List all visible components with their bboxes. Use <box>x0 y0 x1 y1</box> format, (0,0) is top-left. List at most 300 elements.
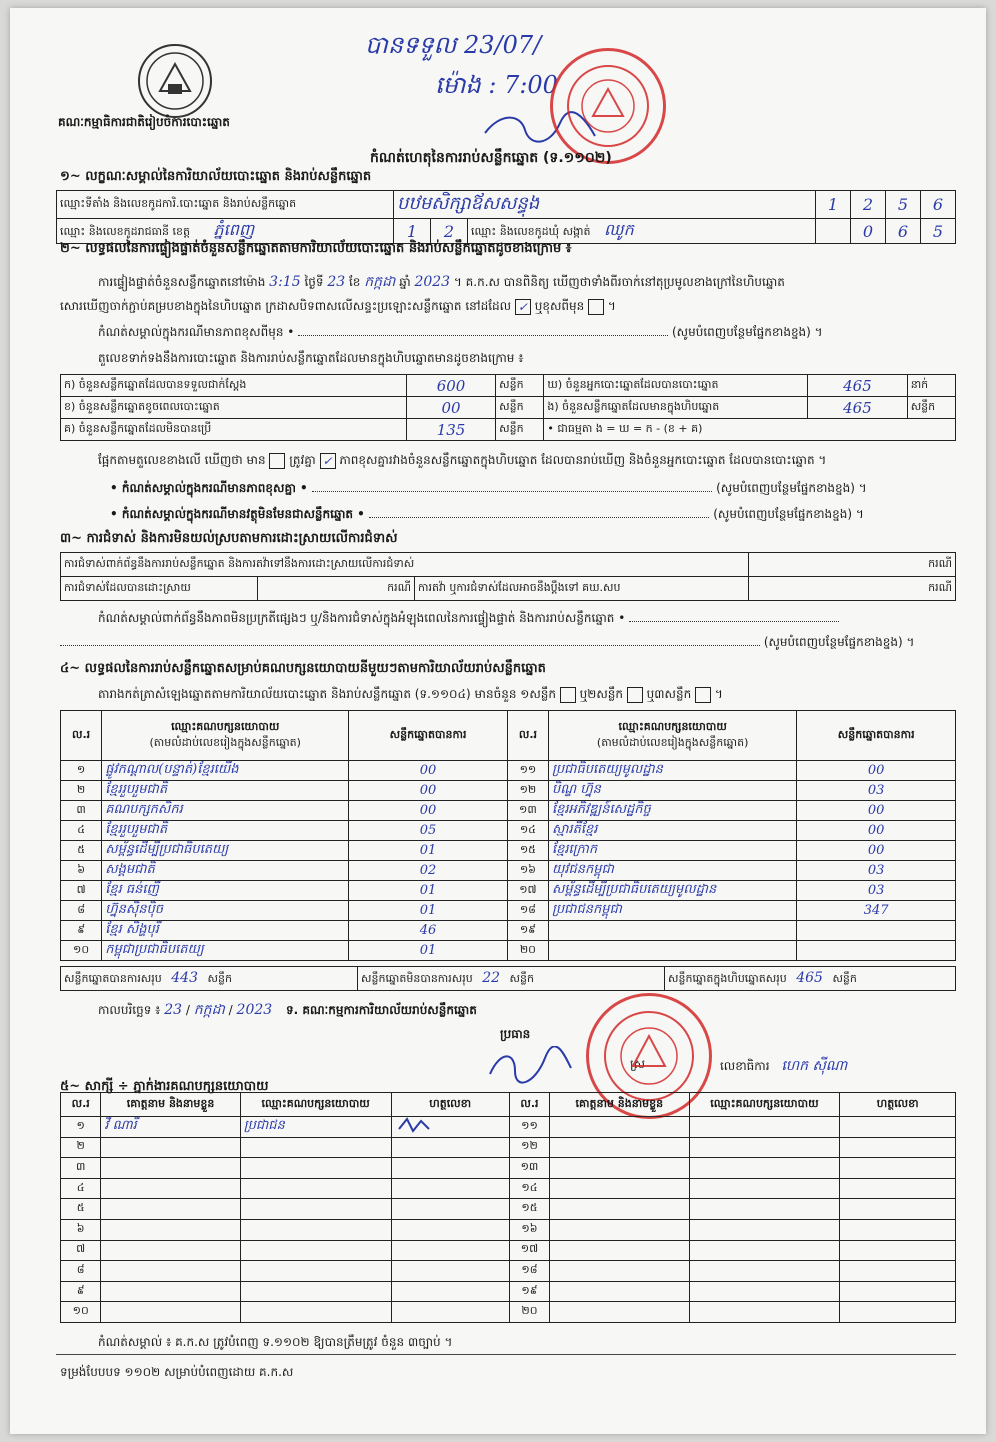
commune-name: ឈូក <box>604 220 634 239</box>
witness-name <box>101 1199 240 1220</box>
party-name: ខ្មែរអភិវឌ្ឍន៍សេដ្ឋកិច្ច <box>549 801 797 821</box>
party-no: ១ <box>61 761 102 781</box>
year-label: ឆ្នាំ <box>399 275 411 289</box>
witness-no: ១ <box>61 1117 101 1138</box>
witness-no: ២០ <box>509 1302 549 1323</box>
footer-divider <box>56 1354 956 1355</box>
witness-row <box>61 1219 956 1240</box>
party-name: ខ្មែរ សិង្ហបុរី <box>102 921 349 941</box>
witness-row <box>61 1117 956 1138</box>
date-label: កាលបរិច្ឆេទ ៖ <box>98 1003 161 1017</box>
secretary-line <box>720 1056 847 1077</box>
witness-party: ប្រជាជន <box>240 1117 391 1138</box>
verification-label: ការផ្ទៀងផ្ទាត់ចំនួនសន្លឹកឆ្នោតនៅម៉ោង <box>98 275 266 289</box>
witness-signature <box>391 1219 509 1240</box>
bullet-difference-label: • កំណត់សម្គាល់ក្នុងករណីមានភាពខុសគ្នា • <box>110 481 308 495</box>
witness-party <box>240 1240 391 1261</box>
col-sign: ហត្ថលេខា <box>391 1093 509 1117</box>
party-no: ៧ <box>61 881 102 901</box>
chair-label: ប្រធាន <box>500 1027 531 1041</box>
figure-label: ឃ) ចំនួនអ្នកបោះឆ្នោតដែលបានបោះឆ្នោត <box>544 375 808 397</box>
party-votes: 02 <box>349 861 508 881</box>
witness-no: ១៦ <box>509 1219 549 1240</box>
total-box-cell <box>665 967 956 991</box>
witness-no: ១២ <box>509 1137 549 1158</box>
fill-hint: (សូមបំពេញបន្ថែមផ្នែកខាងខ្នង) ។ <box>672 325 823 339</box>
party-votes: 05 <box>349 821 508 841</box>
party-votes: 01 <box>349 941 508 961</box>
party-votes: 01 <box>349 881 508 901</box>
voters-voted-value: 465 <box>808 375 908 397</box>
difference-note-dots <box>298 335 668 336</box>
objection-row-label: ការជំទាស់ពាក់ព័ន្ធនឹងការរាប់សន្លឹកឆ្នោត និងការតវ៉ាទៅនឹងការដោះស្រាយលើការជំទាស់ <box>61 553 749 577</box>
stamp-emblem-icon <box>563 61 653 151</box>
irregularity-note <box>98 610 839 628</box>
party-votes <box>797 921 956 941</box>
witness-signature <box>840 1137 956 1158</box>
party-votes: 01 <box>349 901 508 921</box>
witness-no: ១៩ <box>509 1281 549 1302</box>
party-name: គណបក្សកសិករ <box>102 801 349 821</box>
witness-no: ២ <box>61 1137 101 1158</box>
polling-station-name: បឋមសិក្សាឪសសន្ធុង <box>394 191 816 219</box>
received-note: បានទទួល 23/07/ <box>365 31 542 59</box>
nec-logo <box>138 44 212 118</box>
figure-label: ង) ចំនួនសន្លឹកឆ្នោតដែលមានក្នុងហិបឆ្នោត <box>544 397 808 419</box>
party-no: ១៥ <box>507 841 548 861</box>
witness-name <box>550 1158 689 1179</box>
witness-party <box>689 1281 840 1302</box>
party-name: ស្មារតីខ្មែរ <box>549 821 797 841</box>
fill-hint: (សូមបំពេញបន្ថែមផ្នែកខាងខ្នង) ។ <box>716 481 867 495</box>
fill-hint: (សូមបំពេញបន្ថែមផ្នែកខាងខ្នង) ។ <box>713 507 864 521</box>
witness-row <box>61 1178 956 1199</box>
witness-row <box>61 1199 956 1220</box>
secretary-label: លេខាធិការ <box>720 1059 770 1073</box>
witness-party <box>240 1219 391 1240</box>
party-no: ១៤ <box>507 821 548 841</box>
col-name: គោត្តនាម និងនាមខ្លួន <box>101 1093 240 1117</box>
committee-label: ទ. គណៈកម្មការការិយាល័យរាប់សន្លឹកឆ្នោត <box>286 1003 477 1017</box>
witness-party <box>240 1137 391 1158</box>
bullet-foreign-label: • កំណត់សម្គាល់ក្នុងករណីមានវត្ថុមិនមែនជាសន្លឹកឆ្នោត • <box>110 507 365 521</box>
appeal-label: ការតវ៉ា ឬការជំទាស់ដែលអាចនឹងប្តឹងទៅ គឃ.សប <box>415 577 749 601</box>
nec-emblem-icon <box>140 46 210 116</box>
section1-table <box>56 190 956 244</box>
ballots-received-value: 600 <box>406 375 495 397</box>
col-sign: ហត្ថលេខា <box>840 1093 956 1117</box>
party-no: ១៧ <box>507 881 548 901</box>
party-no: ១៩ <box>507 921 548 941</box>
party-no: ១៣ <box>507 801 548 821</box>
witness-row <box>61 1261 956 1282</box>
section3-heading: ៣~ ការជំទាស់ និងការមិនយល់ស្របតាមការដោះស្រាយលើការជំទាស់ <box>60 531 398 546</box>
secretary-name: ហេក ស៊ីណា <box>781 1058 848 1074</box>
col-no: ល.រ <box>507 711 548 761</box>
section1-heading: ១~ លក្ខណៈសម្គាល់នៃការិយាល័យបោះឆ្នោត និងរាប់សន្លឹកឆ្នោត <box>60 169 372 184</box>
party-votes: 01 <box>349 841 508 861</box>
witness-row <box>61 1240 956 1261</box>
witness-no: ១៣ <box>509 1158 549 1179</box>
witness-signature <box>391 1281 509 1302</box>
province-name: ភ្នំពេញ <box>213 220 255 239</box>
date-line: កាលបរិច្ឆេទ ៖ 23 / កក្កដា / 2023 ទ. គណៈកម្មការការិយាល័យរាប់សន្លឹកឆ្នោត <box>98 1002 477 1018</box>
party-no: ១០ <box>61 941 102 961</box>
party-name: ហ្វ៊ុនស៊ិនប៉ិច <box>102 901 349 921</box>
witness-no: ៧ <box>61 1240 101 1261</box>
witness-no: ៨ <box>61 1261 101 1282</box>
party-row <box>61 801 956 821</box>
seal-status-text: សោរឃើញចាក់ភ្ជាប់គម្របខាងក្នុងនៃហិបឆ្នោត ក្រដាសបិទពាសលើសន្ទះប្រឡោះសន្លឹកឆ្នោត នៅដដែល <box>60 299 512 313</box>
witness-name <box>550 1117 689 1138</box>
party-no: ១២ <box>507 781 548 801</box>
unchanged-checkbox[interactable]: ✓ <box>515 299 531 315</box>
party-no: ៨ <box>61 901 102 921</box>
section5-heading: ៥~ សាក្សី ÷ ភ្នាក់ងារគណបក្សនយោបាយ <box>60 1079 269 1094</box>
tally-intro: តារាងកត់ត្រាសំឡេងឆ្នោតតាមការិយាល័យបោះឆ្នោត និងរាប់សន្លឹកឆ្នោត (ទ.១១០៤) មានចំនួន ១សន្លឹក <box>98 687 556 701</box>
witness-name <box>101 1240 240 1261</box>
party-no: ៩ <box>61 921 102 941</box>
witness-no: ៩ <box>61 1281 101 1302</box>
witness-name <box>550 1178 689 1199</box>
party-votes: 46 <box>349 921 508 941</box>
fill-hint: (សូមបំពេញបន្ថែមផ្នែកខាងខ្នង) ។ <box>763 635 915 649</box>
total-valid-label: សន្លឹកឆ្នោតបានការសរុប <box>64 971 162 985</box>
witness-no: ១១ <box>509 1117 549 1138</box>
station-code-digit: 1 <box>816 191 851 219</box>
member-label: ស្រ <box>630 1057 645 1071</box>
verification-day: 23 <box>327 274 346 290</box>
witness-party <box>240 1281 391 1302</box>
changed-label: ឬខុសពីមុន <box>534 299 585 313</box>
witness-party <box>689 1158 840 1179</box>
difference-text: ភាពខុសគ្នារវាងចំនួនសន្លឹកឆ្នោតក្នុងហិបឆ្នោត ដែលបានរាប់ឃើញ និងចំនួនអ្នកបោះឆ្នោត ដែលបានបោះឆ្នោត ។ <box>339 453 827 467</box>
witness-no: ៤ <box>61 1178 101 1199</box>
witness-table <box>60 1092 956 1323</box>
org-name: គណៈកម្មាធិការជាតិរៀបចំការបោះឆ្នោត <box>58 115 230 129</box>
party-name: ប្រជាជនកម្ពុជា <box>549 901 797 921</box>
party-votes: 00 <box>797 821 956 841</box>
col-no: ល.រ <box>61 1093 101 1117</box>
party-votes: 03 <box>797 861 956 881</box>
verification-year: 2023 <box>414 274 451 290</box>
ballots-in-box-value: 465 <box>808 397 908 419</box>
party-name: សង្គមជាតិ <box>102 861 349 881</box>
party-name: ខ្មែរ ធន់ញើ <box>102 881 349 901</box>
province-label: ឈ្មោះ និងលេខកូដរាជធានី ខេត្ត <box>60 225 190 238</box>
unused-ballots-value: 135 <box>406 419 495 441</box>
witness-signature <box>840 1240 956 1261</box>
witness-signature <box>391 1199 509 1220</box>
witness-party <box>689 1199 840 1220</box>
party-no: ២ <box>61 781 102 801</box>
party-row <box>61 821 956 841</box>
witness-party <box>689 1137 840 1158</box>
sheets-3-checkbox[interactable] <box>695 687 711 703</box>
total-box-value: 465 <box>796 969 823 986</box>
station-code-digit: 6 <box>921 191 956 219</box>
party-name: សម្ព័ន្ធដើម្បីប្រជាធិបតេយ្យ <box>102 841 349 861</box>
party-votes: 00 <box>349 781 508 801</box>
witness-name <box>101 1281 240 1302</box>
witness-signature <box>840 1158 956 1179</box>
witness-party <box>689 1178 840 1199</box>
sheets-1-checkbox[interactable] <box>560 687 576 703</box>
case-unit: ករណី <box>749 577 956 601</box>
total-invalid-value: 22 <box>482 969 501 986</box>
party-votes: 00 <box>797 841 956 861</box>
section5-note: កំណត់សម្គាល់ ៖ គ.ក.ស ត្រូវបំពេញ ទ.១១០២ ឱ្យបានត្រឹមត្រូវ ចំនួន ៣ច្បាប់ ។ <box>98 1335 453 1349</box>
total-valid-cell <box>61 967 358 991</box>
totals-row <box>60 966 956 991</box>
commune-label: ឈ្មោះ និងលេខកូដឃុំ សង្កាត់ <box>471 225 591 238</box>
unit: សន្លឹក <box>907 397 955 419</box>
col-no: ល.រ <box>61 711 102 761</box>
witness-signature <box>391 1158 509 1179</box>
witness-name <box>550 1261 689 1282</box>
col-party-title: ឈ្មោះគណបក្សនយោបាយ <box>171 719 280 733</box>
witness-no: ១៨ <box>509 1261 549 1282</box>
total-valid-value: 443 <box>171 969 198 986</box>
party-no: ៤ <box>61 821 102 841</box>
col-name: គោត្តនាម និងនាមខ្លួន <box>550 1093 689 1117</box>
figure-label: គ) ចំនួនសន្លឹកឆ្នោតដែលមិនបានប្រើ <box>61 419 407 441</box>
witness-name: វី ណារី <box>101 1117 240 1138</box>
bullet-foreign-dots <box>369 517 709 518</box>
party-row <box>61 781 956 801</box>
bullet-foreign-object <box>110 506 864 524</box>
party-name: យុវជនកម្ពុជា <box>549 861 797 881</box>
date-day: 23 <box>164 1002 183 1018</box>
witness-signature <box>840 1302 956 1323</box>
witness-name <box>550 1302 689 1323</box>
form-title: កំណត់ហេតុនៃការរាប់សន្លឹកឆ្នោត (ទ.១១០២) <box>370 150 612 166</box>
party-votes: 347 <box>797 901 956 921</box>
party-no: ៣ <box>61 801 102 821</box>
witness-row <box>61 1281 956 1302</box>
witness-party <box>689 1219 840 1240</box>
party-votes: 00 <box>797 761 956 781</box>
party-votes: 00 <box>797 801 956 821</box>
col-party: ឈ្មោះគណបក្សនយោបាយ <box>240 1093 391 1117</box>
month-label: ខែ <box>348 275 361 289</box>
party-no: ១៨ <box>507 901 548 921</box>
irregularity-line2 <box>60 634 914 652</box>
total-box-label: សន្លឹកឆ្នោតក្នុងហិបឆ្នោតសរុប <box>668 971 787 985</box>
witness-name <box>550 1219 689 1240</box>
chair-signature <box>485 1046 575 1086</box>
col-party <box>102 711 349 761</box>
witness-name <box>550 1240 689 1261</box>
witness-no: ១០ <box>61 1302 101 1323</box>
irregularity-dots <box>60 645 760 646</box>
province-code-digit: 2 <box>431 219 468 244</box>
unit: នាក់ <box>907 375 955 397</box>
party-name: សម្ព័ន្ធដើម្បីប្រជាធិបតេយ្យមូលដ្ឋាន <box>549 881 797 901</box>
witness-signature <box>391 1302 509 1323</box>
bullet-difference-dots <box>312 491 712 492</box>
witness-name <box>101 1158 240 1179</box>
party-no: ១១ <box>507 761 548 781</box>
party-name: ខ្មែររួបរួមជាតិ <box>102 821 349 841</box>
day-label: ថ្ងៃទី <box>304 275 324 289</box>
party-row <box>61 761 956 781</box>
resolved-objection-label: ការជំទាស់ដែលបានដោះស្រាយ <box>61 577 258 601</box>
witness-name <box>101 1261 240 1282</box>
unit: សន្លឹក <box>496 375 544 397</box>
commune-code-digit: 6 <box>886 219 921 244</box>
witness-signature <box>391 1137 509 1158</box>
col-party <box>549 711 797 761</box>
spoiled-ballots-value: 00 <box>406 397 495 419</box>
match-label: ត្រូវគ្នា <box>289 453 316 467</box>
commune-code-digit: 5 <box>921 219 956 244</box>
col-party-sub: (តាមលំដាប់លេខរៀងក្នុងសន្លឹកឆ្នោត) <box>149 735 301 749</box>
sheets-3-label: ឬ៣សន្លឹក <box>646 687 692 701</box>
party-name: កម្ពុជាប្រជាធិបតេយ្យ <box>102 941 349 961</box>
seal-status-line: សោរឃើញចាក់ភ្ជាប់គម្របខាងក្នុងនៃហិបឆ្នោត ក្រដាសបិទពាសលើសន្ទះប្រឡោះសន្លឹកឆ្នោត នៅដដែល ✓ ឬខុសពីមុន ។ <box>60 299 616 314</box>
difference-note-label: កំណត់សម្គាល់ក្នុងករណីមានភាពខុសពីមុន • <box>98 325 295 339</box>
witness-no: ៥ <box>61 1199 101 1220</box>
witness-name <box>101 1178 240 1199</box>
witness-party <box>240 1178 391 1199</box>
witness-row <box>61 1137 956 1158</box>
witness-row <box>61 1302 956 1323</box>
witness-sign-mark <box>395 1117 455 1133</box>
witness-no: ៦ <box>61 1219 101 1240</box>
witness-name <box>101 1219 240 1240</box>
verification-time: 3:15 <box>269 274 301 290</box>
official-stamp-top <box>550 48 666 164</box>
party-row <box>61 921 956 941</box>
party-votes: 03 <box>797 881 956 901</box>
party-no: ២០ <box>507 941 548 961</box>
witness-signature <box>840 1199 956 1220</box>
witness-party <box>689 1240 840 1261</box>
witness-party <box>689 1261 840 1282</box>
witness-name <box>550 1281 689 1302</box>
witness-signature <box>840 1219 956 1240</box>
party-votes: 00 <box>349 801 508 821</box>
witness-no: ១៥ <box>509 1199 549 1220</box>
difference-note-line <box>98 324 823 342</box>
party-row <box>61 861 956 881</box>
party-name: ខ្មែរក្រោក <box>549 841 797 861</box>
party-name <box>549 921 797 941</box>
col-party-sub: (តាមលំដាប់លេខរៀងក្នុងសន្លឹកឆ្នោត) <box>596 735 749 749</box>
stamp-emblem-icon <box>599 1006 699 1106</box>
formula-note: • ជាធម្មតា ង = ឃ = ក - (ខ + គ) <box>544 419 956 441</box>
footer-text: ទម្រង់បែបបទ ១១០២ សម្រាប់បំពេញដោយ គ.ក.ស <box>60 1365 294 1379</box>
figure-label: ខ) ចំនួនសន្លឹកឆ្នោតខូចពេលបោះឆ្នោត <box>61 397 407 419</box>
witness-party <box>689 1117 840 1138</box>
party-results-table <box>60 710 956 961</box>
station-code-digit: 2 <box>851 191 886 219</box>
witness-signature <box>391 1261 509 1282</box>
witness-signature <box>840 1117 956 1138</box>
witness-signature <box>840 1281 956 1302</box>
witness-party <box>240 1199 391 1220</box>
col-party: ឈ្មោះគណបក្សនយោបាយ <box>689 1093 840 1117</box>
verification-text: ។ គ.ក.ស បានពិនិត្យ ឃើញថាទាំងពីរចាក់នៅតុប្រមូលខាងក្រៅនៃហិបឆ្នោត <box>453 275 785 289</box>
witness-name <box>101 1302 240 1323</box>
witness-no: ១៤ <box>509 1178 549 1199</box>
party-no: ១៦ <box>507 861 548 881</box>
unit: សន្លឹក <box>496 397 544 419</box>
party-votes: 03 <box>797 781 956 801</box>
verification-time-line <box>98 272 785 293</box>
total-invalid-cell <box>358 967 665 991</box>
party-row <box>61 941 956 961</box>
party-no: ៥ <box>61 841 102 861</box>
witness-name <box>550 1137 689 1158</box>
changed-checkbox[interactable] <box>588 299 604 315</box>
party-name: ផ្លូវកណ្ដាល(បន្ទាត់)ខ្មែរយើង <box>102 761 349 781</box>
unit: សន្លឹក <box>509 971 534 985</box>
witness-signature <box>840 1261 956 1282</box>
party-name: ប្រជាធិបតេយ្យមូលដ្ឋាន <box>549 761 797 781</box>
result-unclear-checkbox[interactable] <box>269 453 285 469</box>
irregularity-label: កំណត់សម្គាល់ពាក់ព័ន្ធនឹងភាពមិនប្រក្រតីផ្សេងៗ ឬ/និងការជំទាស់ក្នុងអំឡុងពេលនៃការផ្ទៀងផ្ទាត់ និងការរាប់សន្លឹកឆ្នោត • <box>98 611 626 625</box>
party-votes <box>797 941 956 961</box>
station-code-digit: 5 <box>886 191 921 219</box>
sheets-2-label: ឬ២សន្លឹក <box>579 687 624 701</box>
witness-no: ៣ <box>61 1158 101 1179</box>
unit: សន្លឹក <box>496 419 544 441</box>
party-votes: 00 <box>349 761 508 781</box>
party-row <box>61 901 956 921</box>
witness-signature <box>391 1117 509 1138</box>
witness-party <box>240 1302 391 1323</box>
objections-table <box>60 552 956 601</box>
witness-signature <box>840 1178 956 1199</box>
witness-name <box>101 1137 240 1158</box>
date-year: 2023 <box>236 1002 273 1018</box>
result-line <box>98 452 826 470</box>
date-month: កក្កដា <box>193 1002 225 1018</box>
witness-name <box>550 1199 689 1220</box>
witness-row <box>61 1158 956 1179</box>
match-checkbox[interactable]: ✓ <box>320 453 336 469</box>
section4-heading: ៤~ លទ្ធផលនៃការរាប់សន្លឹកឆ្នោតសម្រាប់គណបក្សនយោបាយនីមួយៗតាមការិយាល័យរាប់សន្លឹកឆ្នោត <box>60 661 546 676</box>
case-unit: ករណី <box>258 577 415 601</box>
witness-party <box>240 1261 391 1282</box>
witness-party <box>240 1158 391 1179</box>
witness-party <box>689 1302 840 1323</box>
polling-station-label: ឈ្មោះទីតាំង និងលេខកូដការិ.បោះឆ្នោត និងរាប់សន្លឹកឆ្នោត <box>57 191 394 219</box>
ballot-figures-table <box>60 374 956 441</box>
witness-no: ១៧ <box>509 1240 549 1261</box>
received-time: ម៉ោង : 7:00 <box>435 71 558 99</box>
witness-signature <box>391 1240 509 1261</box>
case-unit: ករណី <box>749 553 956 577</box>
tally-sheet-line: តារាងកត់ត្រាសំឡេងឆ្នោតតាមការិយាល័យបោះឆ្នោត និងរាប់សន្លឹកឆ្នោត (ទ.១១០៤) មានចំនួន ១សន្លឹក ឬ២សន្លឹក ឬ៣សន្លឹក ។ <box>98 687 723 701</box>
table-intro: តួលេខទាក់ទងនឹងការបោះឆ្នោត និងការរាប់សន្លឹកឆ្នោតដែលមានក្នុងហិបឆ្នោតមានដូចខាងក្រោម ៖ <box>98 351 524 365</box>
party-row <box>61 841 956 861</box>
col-votes: សន្លឹកឆ្នោតបានការ <box>349 711 508 761</box>
party-name: ខ្មែររួបរួមជាតិ <box>102 781 349 801</box>
result-label: ផ្អែកតាមតួលេខខាងលើ ឃើញថា មាន <box>98 453 266 467</box>
sheets-2-checkbox[interactable] <box>627 687 643 703</box>
col-no: ល.រ <box>509 1093 549 1117</box>
province-code-digit: 1 <box>394 219 431 244</box>
party-row <box>61 881 956 901</box>
bullet-difference <box>110 480 867 498</box>
col-party-title: ឈ្មោះគណបក្សនយោបាយ <box>618 719 727 733</box>
party-name: បិណ្ឌ ហ្វ៊ុន <box>549 781 797 801</box>
unit: សន្លឹក <box>832 971 857 985</box>
verification-month: កក្កដា <box>364 274 396 290</box>
